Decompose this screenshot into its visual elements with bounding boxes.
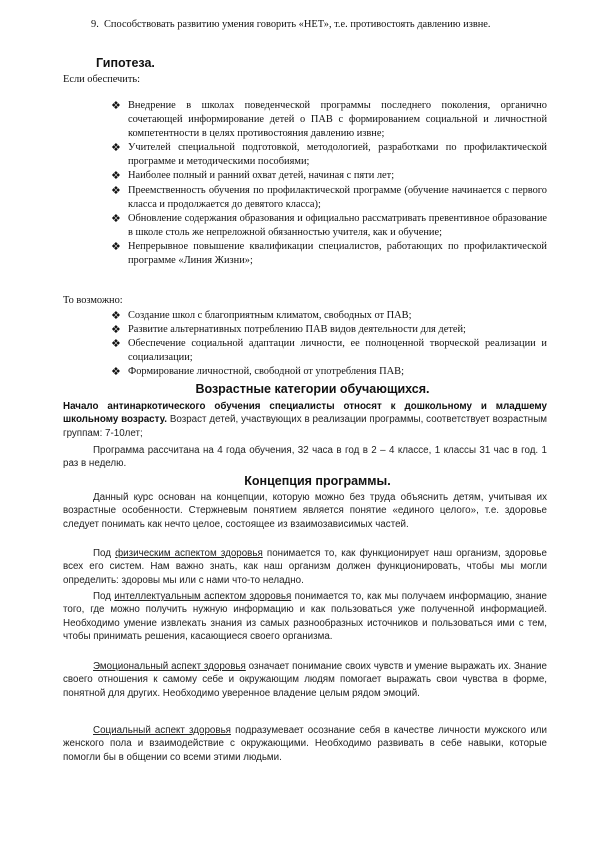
age-text: Возраст детей, участвующих в реализации программы, соответствует возрастным группам: 7-10лет; bbox=[63, 414, 547, 439]
program-hours-paragraph: Программа рассчитана на 4 года обучения, 32 часа в год в 2 – 4 классе, 1 классы 31 час в год. 1 раз в неделю. bbox=[63, 445, 547, 470]
possible-lead-text: То возможно: bbox=[63, 295, 123, 306]
list-item: ❖ Создание школ с благоприятным климатом, свободных от ПАВ; bbox=[128, 309, 547, 323]
concept-paragraph-intellectual bbox=[63, 590, 547, 644]
concept-paragraph-physical bbox=[63, 547, 547, 587]
physical-aspect-term: физическим аспектом здоровья bbox=[115, 548, 263, 559]
age-paragraph bbox=[63, 400, 547, 440]
list-item: ❖ Обеспечение социальной адаптации личности, ее полноценной творческой реализации и социализации; bbox=[128, 337, 547, 365]
emotional-aspect-term: Эмоциональный аспект здоровья bbox=[93, 661, 246, 672]
list-item: ❖ Формирование личностной, свободной от употребления ПАВ; bbox=[128, 365, 547, 379]
text-fragment: понимается то, как функционирует наш организм, здоровье всех его систем. Нам важно знать, как наш организм должен функционировать, чтобы мы могли определить: здоровы мы или с нами что-то неладно. bbox=[63, 548, 547, 586]
list-item: ❖ Непрерывное повышение квалификации специалистов, работающих по профилактической программе «Линия Жизни»; bbox=[128, 240, 547, 268]
list-item: ❖ Учителей специальной подготовкой, методологией, разработками по профилактической программе и методическими пособиями; bbox=[128, 141, 547, 169]
list-item-number: 9. bbox=[91, 19, 99, 30]
text-fragment: Под bbox=[93, 591, 115, 602]
text-fragment: понимается то, как мы получаем информацию, знание того, где можно получить нужную информацию и как пользоваться уже полученной информацией. Необходимо умение извлекать знания из самых разнообразных источников и пользоваться ими с тем, чтобы принимать решения, касающиеся своего организма. bbox=[63, 591, 547, 643]
list-item-text: Способствовать развитию умения говорить «НЕТ», т.е. противостоять давлению извне. bbox=[104, 19, 491, 30]
intellectual-aspect-term: интеллектуальным аспектом здоровья bbox=[114, 591, 292, 602]
list-item: ❖ Развитие альтернативных потреблению ПАВ видов деятельности для детей; bbox=[128, 323, 547, 337]
concept-paragraph-emotional bbox=[63, 660, 547, 700]
possible-outcomes-list bbox=[128, 309, 547, 379]
list-item-9 bbox=[91, 18, 547, 31]
concept-paragraph-1: Данный курс основан на концепции, которую можно без труда объяснить детям, учитывая их возрастные особенности. Стержневым понятием является понятие «единого целого», т.е. здоровье следует понимать как нечто целое, состоящее из взаимозависимых частей. bbox=[63, 492, 547, 530]
hypothesis-heading: Гипотеза. bbox=[96, 56, 155, 70]
text-fragment: Под bbox=[93, 548, 116, 559]
social-aspect-term: Социальный аспект здоровья bbox=[93, 725, 231, 736]
age-bold-text: Начало антинаркотического обучения специалисты относят к дошкольному и младшему школьному возрасту. bbox=[63, 401, 547, 426]
concept-heading: Концепция программы. bbox=[244, 474, 391, 488]
if-conditions-list bbox=[128, 99, 547, 268]
if-lead-text: Если обеспечить: bbox=[63, 74, 140, 85]
list-item: ❖ Обновление содержания образования и официально рассматривать превентивное образование в школе столь же непреложной обязанностью учителя, как и обучение; bbox=[128, 212, 547, 240]
text-fragment: подразумевает осознание себя в качестве личности мужского или женского пола и взаимодействие с окружающими. Необходимо развивать в себе навыки, которые помогли бы в общении со всеми этими людьми. bbox=[63, 725, 547, 763]
list-item: ❖ Преемственность обучения по профилактической программе (обучение начинается с первого класса и продолжается до девятого класса); bbox=[128, 184, 547, 212]
concept-paragraph-social bbox=[63, 724, 547, 764]
list-item: ❖ Внедрение в школах поведенческой программы последнего поколения, органично сочетающей информирование детей о ПАВ с формированием социальной и личностной компетентности в целях противостояния давлению извне; bbox=[128, 99, 547, 141]
age-categories-heading: Возрастные категории обучающихся. bbox=[195, 382, 430, 396]
list-item: ❖ Наиболее полный и ранний охват детей, начиная с пяти лет; bbox=[128, 169, 547, 183]
text-fragment: означает понимание своих чувств и умение выражать их. Знание своего отношения к самому себе и окружающим людям помогает выражать свои чувства в форме, понятной для других. Необходимо уверенное владение целым рядом эмоций. bbox=[63, 661, 547, 699]
